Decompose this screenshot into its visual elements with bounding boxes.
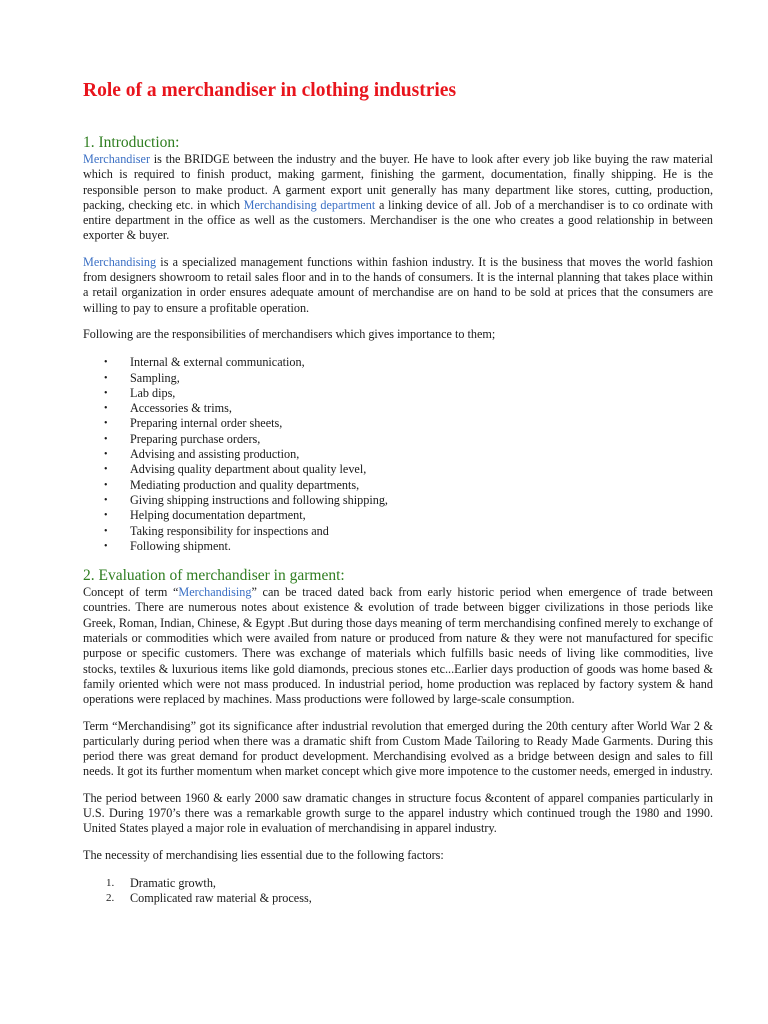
list-item [83,891,713,906]
list-item [83,462,713,477]
list-item [83,508,713,523]
list-item-text: Giving shipping instructions and following shipping, [130,492,388,507]
list-item-text: Advising and assisting production, [130,447,300,462]
bullet-icon: • [104,449,108,461]
bullet-icon: • [104,403,108,415]
responsibilities-list [83,355,713,554]
list-item-text: Helping documentation department, [130,508,306,523]
list-item [83,355,713,370]
list-item [83,493,713,508]
bullet-icon: • [104,479,108,491]
document-title: Role of a merchandiser in clothing industries [83,80,457,101]
intro-paragraph-2-text: is a specialized management functions within fashion industry. It is the business that moves the world fashion from designers showroom to retail sales floor and in to the hands of consumers. It is the internal planning that takes place within a retail organization in order ensures adequate amount of merchandise are on hand to be sold at prices that the consumers are willing to pay to ensure a profitable operation. [83,254,713,315]
merchandising-link[interactable]: Merchandising [178,585,252,600]
list-number: 2. [106,892,115,905]
list-item [83,386,713,401]
section-heading-evaluation: 2. Evaluation of merchandiser in garment: [83,567,345,585]
list-item-text: Internal & external communication, [130,355,305,370]
bullet-icon: • [104,372,108,384]
list-item-text: Accessories & trims, [130,401,232,416]
bullet-icon: • [104,494,108,506]
bullet-icon: • [104,433,108,445]
bullet-icon: • [104,540,108,552]
evaluation-paragraph-2: Term “Merchandising” got its significance after industrial revolution that emerged during the 20th century after World War 2 & particularly during period when there was a dramatic shift from Custom Made Tailoring to Ready Made Garments. During this period there was great demand for product development. Merchandising evolved as a bridge between design and sales to fill needs. It got its further momentum when market concept which give more impotence to the customer needs, emerged in industry. [83,718,713,779]
bullet-icon: • [104,357,108,369]
evaluation-paragraph-3: The period between 1960 & early 2000 saw dramatic changes in structure focus &content of apparel companies particularly in U.S. During 1970’s there was a remarkable growth surge to the apparel industry which continued trough the 1980 and 1990. United States played a major role in evaluation of merchandising in apparel industry. [83,790,713,836]
merchandising-department-link[interactable]: Merchandising department [243,197,376,212]
list-item [83,416,713,431]
factors-intro: The necessity of merchandising lies essential due to the following factors: [83,847,444,862]
responsibilities-intro: Following are the responsibilities of merchandisers which gives importance to them; [83,326,496,341]
evaluation-paragraph-1-text-b: ” can be traced dated back from early historic period when emergence of trade between countries. There are numerous notes about existence & evolution of trade between bigger civilizations in those periods like Greek, Roman, Indian, Chinese, & Egypt .But during those days meaning of term merchandising confined merely to exchange of materials or commodities which were availed from nature or produced from nature & they were not manufactured for specific purpose or specific customers. There was exchange of materials which fulfills basic needs of living like commodities, live stocks, textiles & luxurious items like gold diamonds, precious stones etc...Earlier days production of goods was home based & family oriented which were not mass produced. In industrial period, home production was replaced by factory system & hand operations were replaced by machines. Mass productions were followed by large-scale consumption. [83,585,714,707]
section-heading-introduction: 1. Introduction: [83,134,180,151]
intro-paragraph-1-text-b: a linking device of all. Job of a merchandiser is to co ordinate with entire department in the office as well as the customers. Merchandiser is the one who creates a good relationship in between exporter & buyer. [83,197,713,243]
bullet-icon: • [104,464,108,476]
merchandiser-term: Merchandiser [83,152,151,166]
list-item-text: Taking responsibility for inspections and [130,523,329,538]
document-page [83,78,713,906]
merchandising-term[interactable]: Merchandising [83,254,157,269]
intro-paragraph-2 [83,255,713,316]
bullet-icon: • [104,418,108,430]
list-item-text: Dramatic growth, [130,875,216,890]
evaluation-paragraph-1-text-a: Concept of term “ [83,585,179,600]
list-item [83,432,713,447]
list-item [83,401,713,416]
list-item-text: Sampling, [130,370,180,385]
intro-paragraph-1 [83,152,713,244]
bullet-icon: • [104,525,108,537]
list-item-text: Lab dips, [130,385,176,400]
list-item-text: Advising quality department about quality level, [130,462,367,477]
list-item-text: Preparing internal order sheets, [130,416,283,431]
factors-list [83,876,713,907]
list-item-text: Preparing purchase orders, [130,431,261,446]
list-item [83,478,713,493]
list-item [83,524,713,539]
list-item [83,447,713,462]
evaluation-paragraph-1 [83,585,713,707]
list-item-text: Following shipment. [130,538,231,553]
list-item [83,371,713,386]
list-item [83,539,713,554]
bullet-icon: • [104,510,108,522]
list-item [83,876,713,891]
list-item-text: Complicated raw material & process, [130,891,312,906]
list-number: 1. [106,876,115,889]
intro-paragraph-1-text-a: is the BRIDGE between the industry and the buyer. He have to look after every job like buying the raw material which is required to finish product, making garment, finishing the garment, documentation, finally shipping. He is the responsible person to make product. A garment export unit generally has many department like stores, cutting, production, packing, checking etc. in which [83,152,713,212]
bullet-icon: • [104,387,108,399]
list-item-text: Mediating production and quality departments, [130,477,360,492]
